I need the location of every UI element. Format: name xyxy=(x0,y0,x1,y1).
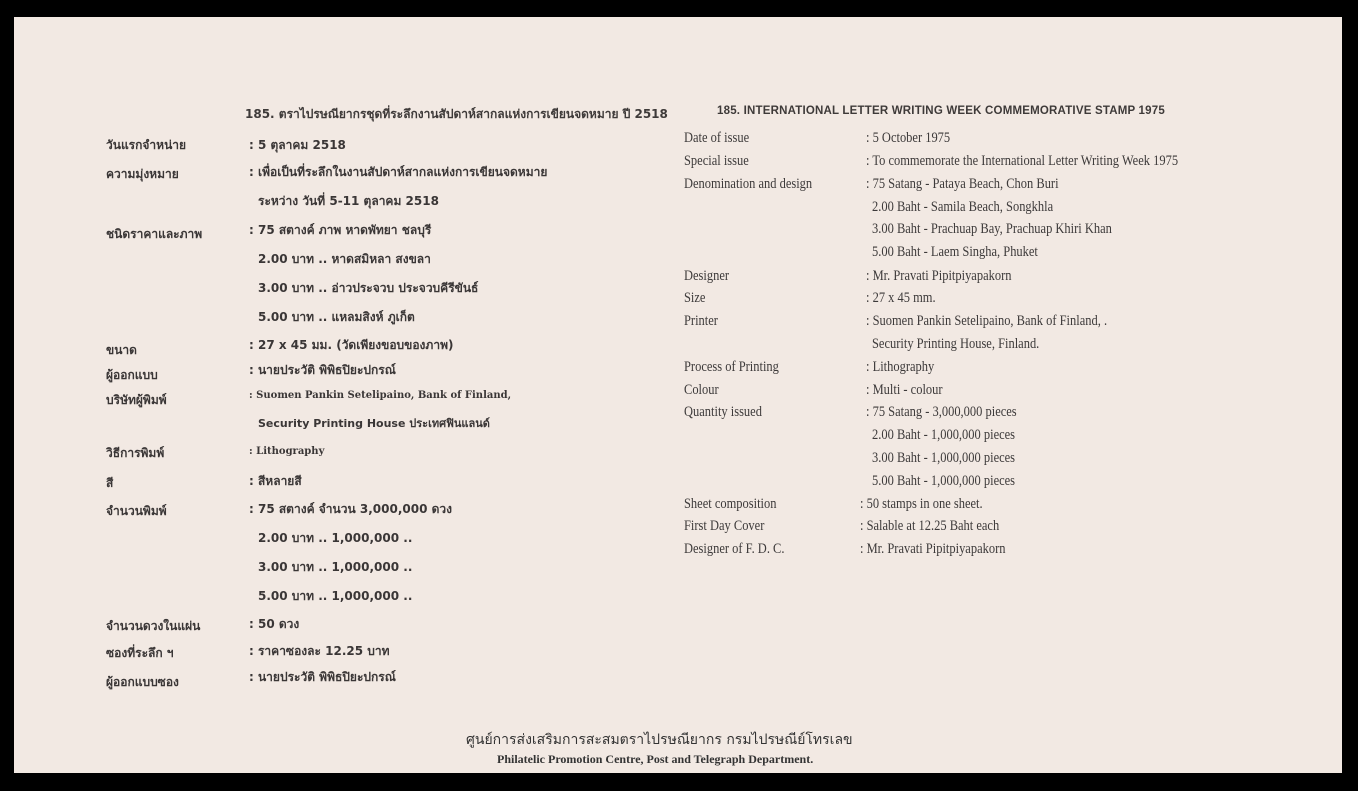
en-denom-1: : 75 Satang - Pataya Beach, Chon Buri xyxy=(866,176,1059,192)
thai-quantity-label: จำนวนพิมพ์ xyxy=(106,504,167,518)
en-colour-value: : Multi - colour xyxy=(866,382,943,398)
en-denom-3: 3.00 Baht - Prachuap Bay, Prachuap Khiri Khan xyxy=(872,221,1112,237)
thai-size-label: ขนาด xyxy=(106,343,137,357)
thai-process-value: : Lithography xyxy=(249,446,325,457)
en-designer-value: : Mr. Pravati Pipitpiyapakorn xyxy=(866,268,1012,284)
en-quantity-label: Quantity issued xyxy=(684,404,762,420)
en-date-label: Date of issue xyxy=(684,130,750,146)
thai-printer-label: บริษัทผู้พิมพ์ xyxy=(106,393,167,407)
en-quantity-3: 3.00 Baht - 1,000,000 pieces xyxy=(872,450,1016,466)
en-denom-2: 2.00 Baht - Samila Beach, Songkhla xyxy=(872,199,1054,215)
thai-title: 185. ตราไปรษณียากรชุดที่ระลึกงานสัปดาห์สากลแห่งการเขียนจดหมาย ปี 2518 xyxy=(245,107,668,121)
en-printer-label: Printer xyxy=(684,313,718,329)
thai-denom-1: : 75 สตางค์ ภาพ หาดพัทยา ชลบุรี xyxy=(249,223,432,237)
en-denom-label: Denomination and design xyxy=(684,176,813,192)
en-quantity-4: 5.00 Baht - 1,000,000 pieces xyxy=(872,473,1016,489)
en-printer-value-1: : Suomen Pankin Setelipaino, Bank of Finland, . xyxy=(866,313,1108,329)
thai-quantity-3: 3.00 บาท .. 1,000,000 .. xyxy=(258,560,413,574)
en-quantity-2: 2.00 Baht - 1,000,000 pieces xyxy=(872,427,1016,443)
en-fdc-value: : Salable at 12.25 Baht each xyxy=(860,518,1000,534)
thai-denom-label: ชนิดราคาและภาพ xyxy=(106,227,203,241)
footer-thai: ศูนย์การส่งเสริมการสะสมตราไปรษณียากร กรมไปรษณีย์โทรเลข xyxy=(466,732,853,748)
thai-fdc-designer-label: ผู้ออกแบบซอง xyxy=(106,675,179,689)
thai-quantity-4: 5.00 บาท .. 1,000,000 .. xyxy=(258,589,413,603)
thai-purpose-value-2: ระหว่าง วันที่ 5-11 ตุลาคม 2518 xyxy=(258,194,439,208)
thai-fdc-label: ซองที่ระลึก ฯ xyxy=(106,646,174,660)
en-size-label: Size xyxy=(684,290,706,306)
en-quantity-1: : 75 Satang - 3,000,000 pieces xyxy=(866,404,1017,420)
thai-size-value: : 27 x 45 มม. (วัดเพียงขอบของภาพ) xyxy=(249,338,454,352)
thai-fdc-designer-value: : นายประวัติ พิพิธปิยะปกรณ์ xyxy=(249,670,396,684)
thai-purpose-label: ความมุ่งหมาย xyxy=(106,167,179,181)
en-sheet-label: Sheet composition xyxy=(684,496,777,512)
thai-fdc-value: : ราคาซองละ 12.25 บาท xyxy=(249,644,390,658)
en-fdc-designer-label: Designer of F. D. C. xyxy=(684,541,785,557)
stamp-info-card xyxy=(14,17,1342,773)
thai-printer-value-2: Security Printing House ประเทศฟินแลนด์ xyxy=(258,417,490,430)
thai-denom-4: 5.00 บาท .. แหลมสิงห์ ภูเก็ต xyxy=(258,310,415,324)
thai-date-value: : 5 ตุลาคม 2518 xyxy=(249,138,346,152)
en-process-value: : Lithography xyxy=(866,359,935,375)
en-denom-4: 5.00 Baht - Laem Singha, Phuket xyxy=(872,244,1038,260)
thai-colour-value: : สีหลายสี xyxy=(249,474,302,488)
en-date-value: : 5 October 1975 xyxy=(866,130,951,146)
thai-quantity-2: 2.00 บาท .. 1,000,000 .. xyxy=(258,531,413,545)
en-printer-value-2: Security Printing House, Finland. xyxy=(872,336,1040,352)
thai-process-label: วิธีการพิมพ์ xyxy=(106,446,165,460)
thai-date-label: วันแรกจำหน่าย xyxy=(106,138,187,152)
en-fdc-label: First Day Cover xyxy=(684,518,765,534)
en-special-value: : To commemorate the International Letter Writing Week 1975 xyxy=(866,153,1179,169)
thai-designer-value: : นายประวัติ พิพิธปิยะปกรณ์ xyxy=(249,363,396,377)
thai-sheet-value: : 50 ดวง xyxy=(249,617,300,631)
thai-denom-2: 2.00 บาท .. หาดสมิหลา สงขลา xyxy=(258,252,431,266)
thai-quantity-1: : 75 สตางค์ จำนวน 3,000,000 ดวง xyxy=(249,502,452,516)
en-process-label: Process of Printing xyxy=(684,359,779,375)
footer-english: Philatelic Promotion Centre, Post and Telegraph Department. xyxy=(497,752,814,766)
en-designer-label: Designer xyxy=(684,268,730,284)
thai-sheet-label: จำนวนดวงในแผ่น xyxy=(106,619,201,633)
en-size-value: : 27 x 45 mm. xyxy=(866,290,936,306)
en-colour-label: Colour xyxy=(684,382,719,398)
english-title: 185. INTERNATIONAL LETTER WRITING WEEK COMMEMORATIVE STAMP 1975 xyxy=(717,105,1165,117)
thai-denom-3: 3.00 บาท .. อ่าวประจวบ ประจวบคีรีขันธ์ xyxy=(258,281,479,295)
thai-colour-label: สี xyxy=(106,476,114,490)
thai-designer-label: ผู้ออกแบบ xyxy=(106,368,158,382)
en-sheet-value: : 50 stamps in one sheet. xyxy=(860,496,983,512)
thai-purpose-value-1: : เพื่อเป็นที่ระลึกในงานสัปดาห์สากลแห่งการเขียนจดหมาย xyxy=(249,165,548,179)
en-special-label: Special issue xyxy=(684,153,749,169)
en-fdc-designer-value: : Mr. Pravati Pipitpiyapakorn xyxy=(860,541,1006,557)
thai-printer-value-1: : Suomen Pankin Setelipaino, Bank of Finland, xyxy=(249,390,512,401)
